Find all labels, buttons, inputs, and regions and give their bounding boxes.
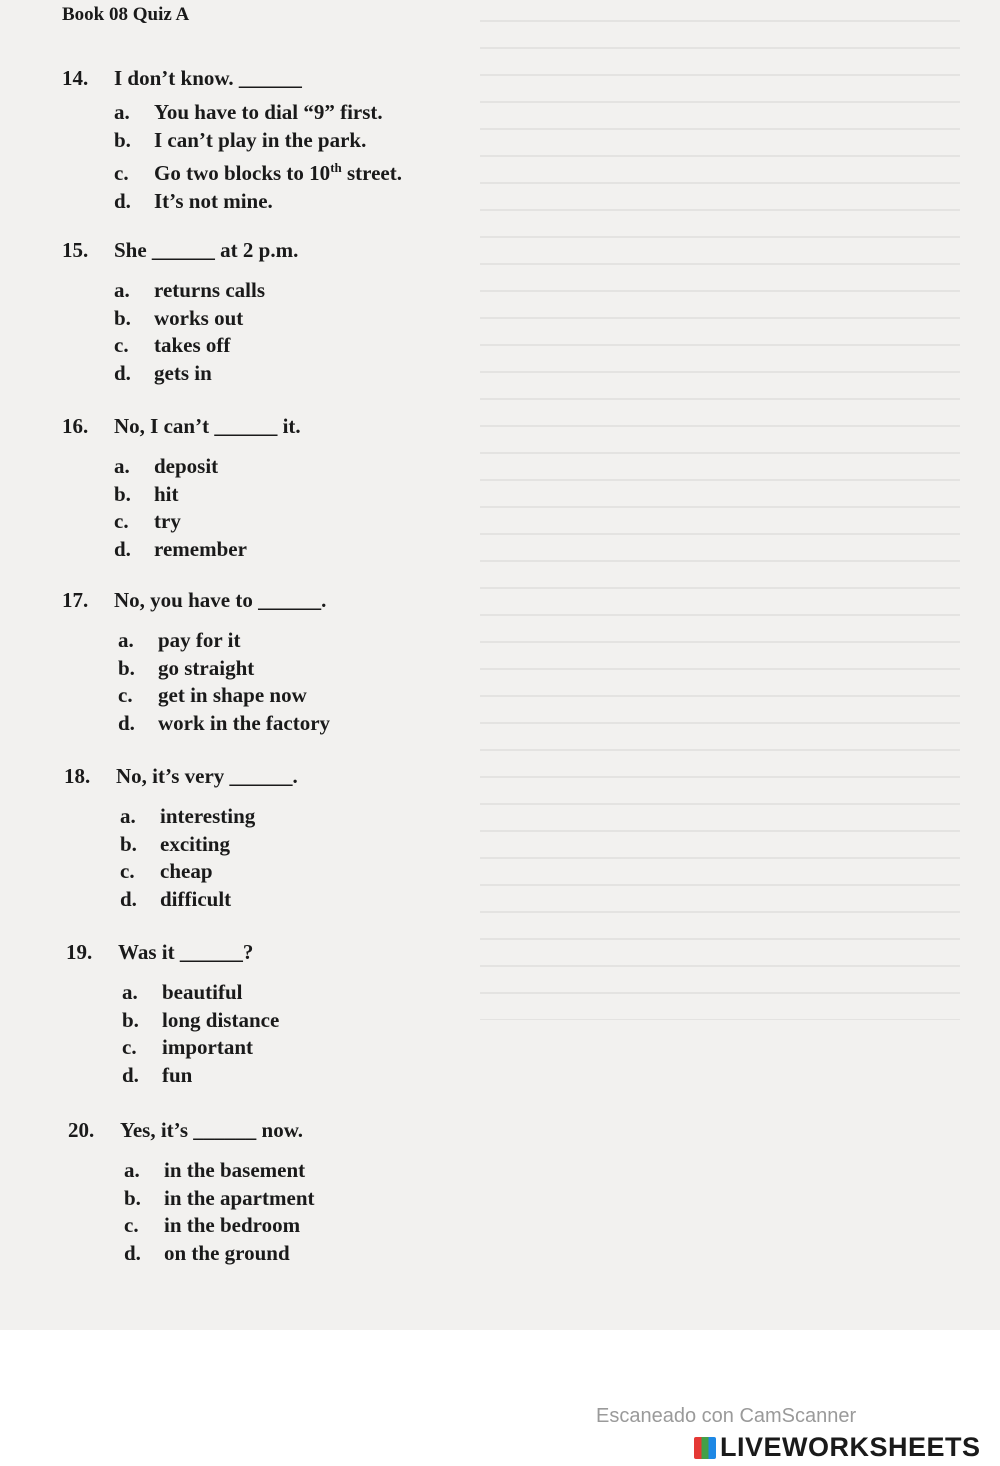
question-16 (62, 414, 301, 563)
option-b[interactable]: b. go straight (118, 655, 255, 680)
option-list (120, 803, 298, 913)
option-c[interactable]: c. try (114, 509, 181, 533)
question-number: 20. (68, 1118, 95, 1142)
question-19 (66, 940, 279, 1089)
option-list (114, 453, 301, 563)
question-15 (62, 238, 298, 387)
option-a[interactable]: a. beautiful (122, 980, 243, 1004)
option-a[interactable]: a. pay for it (118, 628, 241, 652)
question-text: No, it’s very ______. (116, 764, 298, 788)
question-number: 15. (62, 238, 89, 262)
question-text: Yes, it’s ______ now. (120, 1118, 303, 1142)
question-text: No, you have to ______. (114, 588, 327, 612)
option-list (122, 979, 279, 1089)
option-list (118, 627, 330, 737)
liveworksheets-icon (694, 1437, 716, 1459)
option-a[interactable]: a. deposit (114, 454, 219, 478)
option-list (124, 1157, 315, 1267)
camscanner-watermark: Escaneado con CamScanner (596, 1405, 857, 1427)
option-b[interactable]: b. I can’t play in the park. (114, 127, 367, 152)
option-list (114, 99, 402, 215)
liveworksheets-label: LIVEWORKSHEETS (720, 1432, 981, 1462)
option-d[interactable]: d. difficult (120, 886, 232, 911)
option-b[interactable]: b. works out (114, 305, 244, 330)
option-d[interactable]: d. on the ground (124, 1240, 290, 1265)
question-number: 17. (62, 588, 89, 612)
question-14 (62, 66, 402, 215)
option-b[interactable]: b. hit (114, 481, 179, 506)
option-c[interactable]: c. takes off (114, 333, 231, 357)
bleed-through-text (480, 20, 960, 1020)
option-c[interactable]: c. important (122, 1035, 253, 1059)
question-text: Was it ______? (118, 940, 254, 964)
option-c[interactable]: c. cheap (120, 859, 213, 883)
option-d[interactable]: d. remember (114, 536, 247, 561)
option-d[interactable]: d. fun (122, 1062, 193, 1087)
option-b[interactable]: b. exciting (120, 831, 230, 856)
question-number: 16. (62, 414, 89, 438)
liveworksheets-logo[interactable] (694, 1432, 981, 1463)
option-c[interactable]: c. in the bedroom (124, 1213, 301, 1237)
option-b[interactable]: b. long distance (122, 1007, 280, 1032)
question-number: 19. (66, 940, 93, 964)
question-text: No, I can’t ______ it. (114, 414, 301, 438)
option-a[interactable]: a. You have to dial “9” first. (114, 100, 383, 124)
option-b[interactable]: b. in the apartment (124, 1185, 315, 1210)
option-c[interactable]: c. get in shape now (118, 683, 307, 707)
question-18 (64, 764, 298, 913)
option-d[interactable]: d. gets in (114, 360, 212, 385)
option-d[interactable]: d. It’s not mine. (114, 188, 273, 213)
option-a[interactable]: a. in the basement (124, 1158, 306, 1182)
question-20 (68, 1118, 315, 1267)
question-17 (62, 588, 330, 737)
option-c[interactable]: c. Go two blocks to 10th street. (114, 160, 402, 185)
quiz-title: Book 08 Quiz A (62, 4, 190, 25)
question-number: 18. (64, 764, 91, 788)
question-text: She ______ at 2 p.m. (114, 238, 299, 262)
option-list (114, 277, 298, 387)
option-a[interactable]: a. returns calls (114, 278, 266, 302)
question-number: 14. (62, 66, 89, 90)
option-d[interactable]: d. work in the factory (118, 710, 331, 735)
option-a[interactable]: a. interesting (120, 804, 256, 828)
question-text: I don’t know. ______ (114, 66, 302, 90)
